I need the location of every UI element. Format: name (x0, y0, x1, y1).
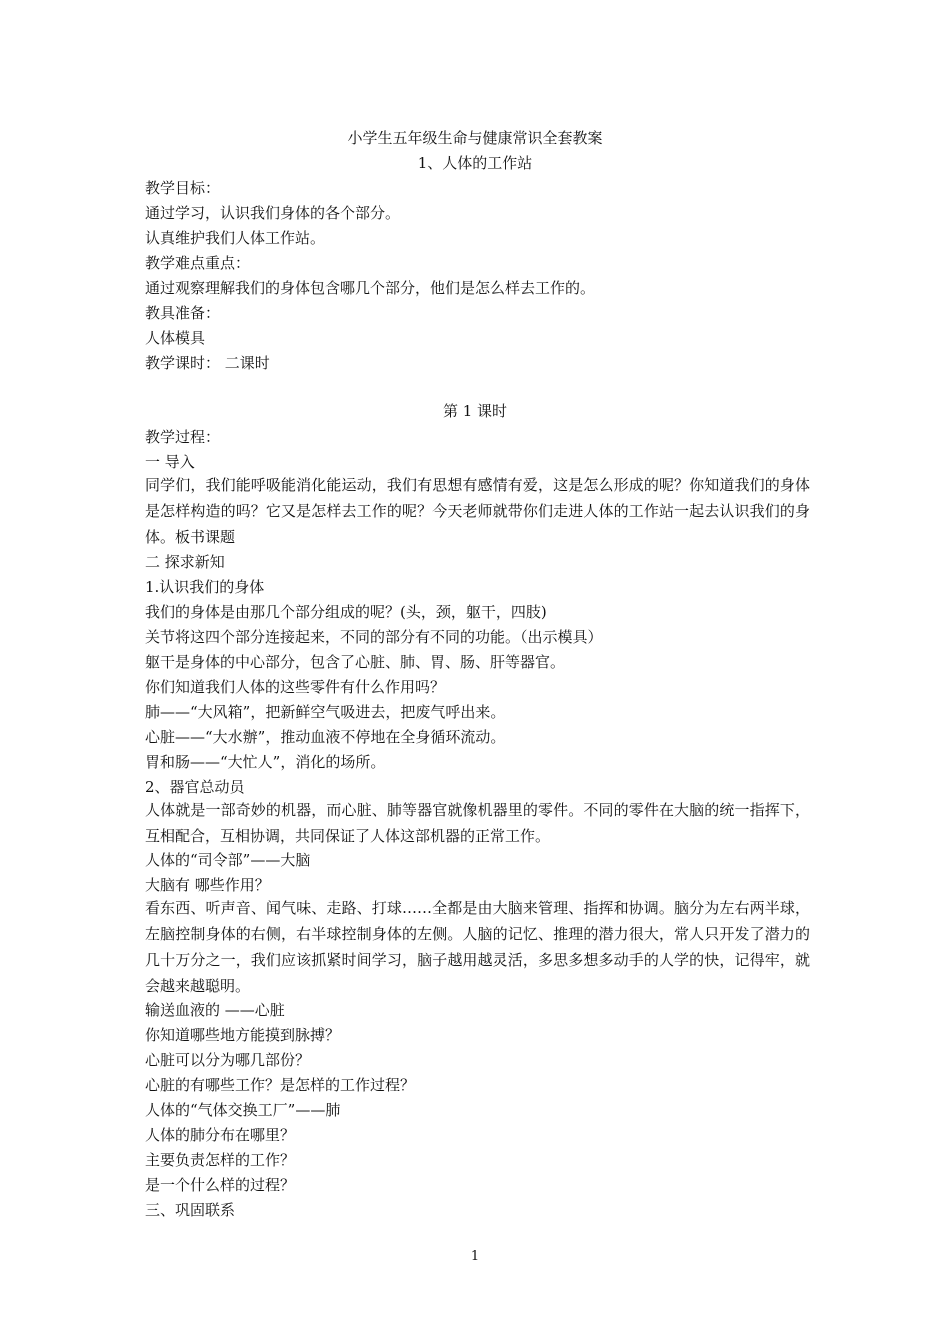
document-title: 小学生五年级生命与健康常识全套教案 (347, 129, 603, 147)
text-line: 一 导入 (145, 453, 195, 471)
intro-paragraph: 同学们，我们能呼吸能消化能运动，我们有思想有感情有爱，这是怎么形成的呢？你知道我们的身体是怎样构造的吗？它又是怎样去工作的呢？今天老师就带你们走进人体的工作站一起去认识我们的身体。板书课题 (145, 476, 810, 546)
lesson-title: 1、人体的工作站 (417, 154, 533, 172)
text-line: 心脏可以分为哪几部份？ (145, 1051, 311, 1069)
text-line: 教学难点重点： (145, 254, 251, 272)
text-line: 教学目标： (145, 179, 221, 197)
page-number: 1 (470, 1249, 480, 1264)
text-line: 心脏的有哪些工作？是怎样的工作过程？ (145, 1076, 416, 1094)
text-line: 是一个什么样的过程？ (145, 1176, 296, 1194)
text-line: 通过观察理解我们的身体包含哪几个部分，他们是怎么样去工作的。 (145, 279, 596, 297)
text-line: 肺——“大风箱”，把新鲜空气吸进去，把废气呼出来。 (145, 703, 506, 721)
text-line: 我们的身体是由那几个部分组成的呢？(头，颈，躯干，四肢) (145, 603, 547, 621)
text-line: 教具准备： (145, 304, 221, 322)
text-line: 躯干是身体的中心部分，包含了心脏、肺、胃、肠、肝等器官。 (145, 653, 566, 671)
text-line: 人体模具 (145, 329, 206, 347)
text-line: 教学过程： (145, 428, 221, 446)
text-line: 心脏——“大水辦”，推动血液不停地在全身循环流动。 (145, 728, 506, 746)
text-line: 2、器官总动员 (145, 778, 245, 796)
text-line: 三、巩固联系 (145, 1201, 236, 1219)
text-line: 认真维护我们人体工作站。 (145, 229, 326, 247)
text-line: 人体的肺分布在哪里？ (145, 1126, 296, 1144)
text-line: 教学课时： 二课时 (145, 354, 270, 372)
text-line: 人体的“司令部”——大脑 (145, 851, 311, 869)
session-title: 第 1 课时 (442, 402, 508, 420)
text-line: 胃和肠——“大忙人”，消化的场所。 (145, 753, 386, 771)
text-line: 通过学习，认识我们身体的各个部分。 (145, 204, 401, 222)
text-line: 二 探求新知 (145, 553, 225, 571)
text-line: 大脑有 哪些作用？ (145, 876, 270, 894)
text-line: 你知道哪些地方能摸到脉搏？ (145, 1026, 341, 1044)
text-line: 输送血液的 ——心脏 (145, 1001, 285, 1019)
text-line: 关节将这四个部分连接起来，不同的部分有不同的功能。（出示模具） (145, 628, 603, 646)
text-line: 你们知道我们人体的这些零件有什么作用吗？ (145, 678, 446, 696)
text-line: 1.认识我们的身体 (145, 578, 265, 596)
organ-paragraph: 人体就是一部奇妙的机器，而心脏、肺等器官就像机器里的零件。不同的零件在大脑的统一指挥下，互相配合，互相协调，共同保证了人体这部机器的正常工作。 (145, 801, 810, 845)
brain-paragraph: 看东西、听声音、闻气味、走路、打球……全都是由大脑来管理、指挥和协调。脑分为左右两半球，左脑控制身体的右侧，右半球控制身体的左侧。人脑的记忆、推理的潜力很大，常人只开发了潜力的几十万分之一，我们应该抓紧时间学习，脑子越用越灵活，多思多想多动手的人学的快，记得牢，就会越来越聪明。 (145, 899, 810, 995)
text-line: 人体的“气体交换工厂”——肺 (145, 1101, 341, 1119)
text-line: 主要负责怎样的工作？ (145, 1151, 296, 1169)
